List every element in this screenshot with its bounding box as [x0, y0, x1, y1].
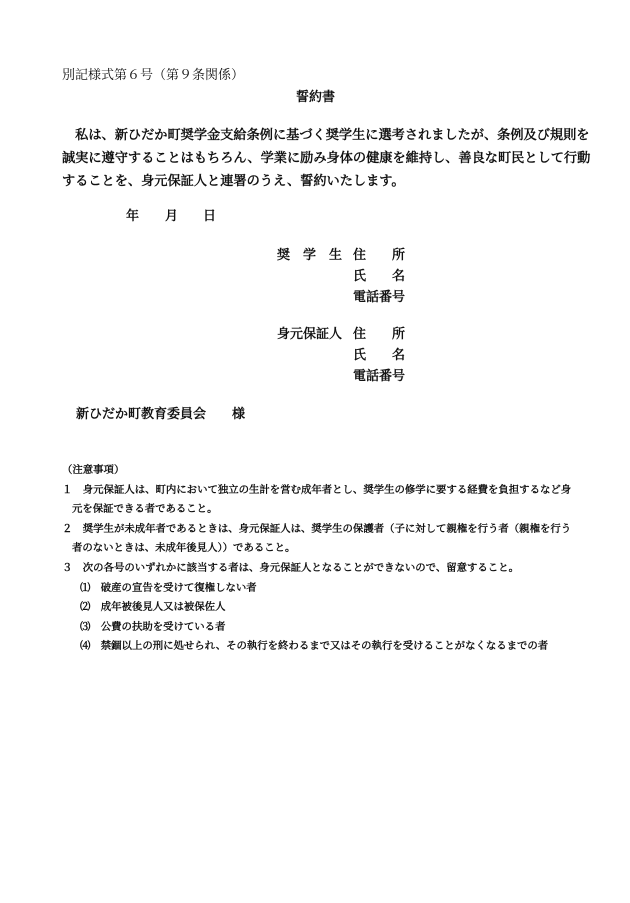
- note-subitem: ⑵ 成年被後見人又は被保佐人: [80, 601, 226, 614]
- student-name-label: 氏 名: [353, 269, 406, 284]
- addressee: 新ひだか町教育委員会 様: [76, 407, 246, 422]
- notes-section: [62, 461, 592, 657]
- guarantor-address-label: 住 所: [353, 327, 406, 342]
- form-number: 別記様式第６号（第９条関係）: [62, 68, 245, 83]
- date-month-label: 月: [165, 209, 179, 224]
- note-subitem: ⑷ 禁錮以上の刑に処せられ、その執行を終わるまで又はその執行を受けることがなくなるまでの者: [80, 640, 549, 653]
- document-title: 誓約書: [296, 90, 336, 105]
- student-phone-label: 電話番号: [353, 290, 406, 305]
- student-address-label: 住 所: [353, 248, 406, 263]
- note-subitem: ⑶ 公費の扶助を受けている者: [80, 620, 226, 633]
- note-continuation: 者のないときは、未成年後見人））であること。: [72, 542, 296, 555]
- note-subitem: ⑴ 破産の宣告を受けて復権しない者: [80, 581, 257, 594]
- note-continuation: 元を保証できる者であること。: [72, 503, 218, 516]
- note-item: ２ 奨学生が未成年者であるときは、身元保証人は、奨学生の保護者（子に対して親権を行う者（親権を行う: [62, 522, 572, 535]
- note-item: １ 身元保証人は、町内において独立の生計を営む成年者とし、奨学生の修学に要する経費を負担するなど身: [62, 483, 572, 496]
- date-year-label: 年: [126, 209, 140, 224]
- guarantor-role-label: 身元保証人: [277, 327, 343, 342]
- pledge-line: 誠実に遵守することはもちろん、学業に励み身体の健康を維持し、善良な町民として行動: [62, 151, 591, 166]
- notes-heading: （注意事項）: [62, 464, 125, 476]
- pledge-line: 私は、新ひだか町奨学金支給条例に基づく奨学生に選考されましたが、条例及び規則を: [62, 128, 590, 143]
- note-item: ３ 次の各号のいずれかに該当する者は、身元保証人となることができないので、留意すること。: [62, 561, 519, 574]
- guarantor-phone-label: 電話番号: [353, 369, 406, 384]
- guarantor-name-label: 氏 名: [353, 348, 406, 363]
- student-role-label: 奨 学 生: [277, 248, 343, 263]
- pledge-text: [62, 124, 591, 193]
- pledge-line: することを、身元保証人と連署のうえ、誓約いたします。: [62, 174, 405, 189]
- date-day-label: 日: [203, 209, 217, 224]
